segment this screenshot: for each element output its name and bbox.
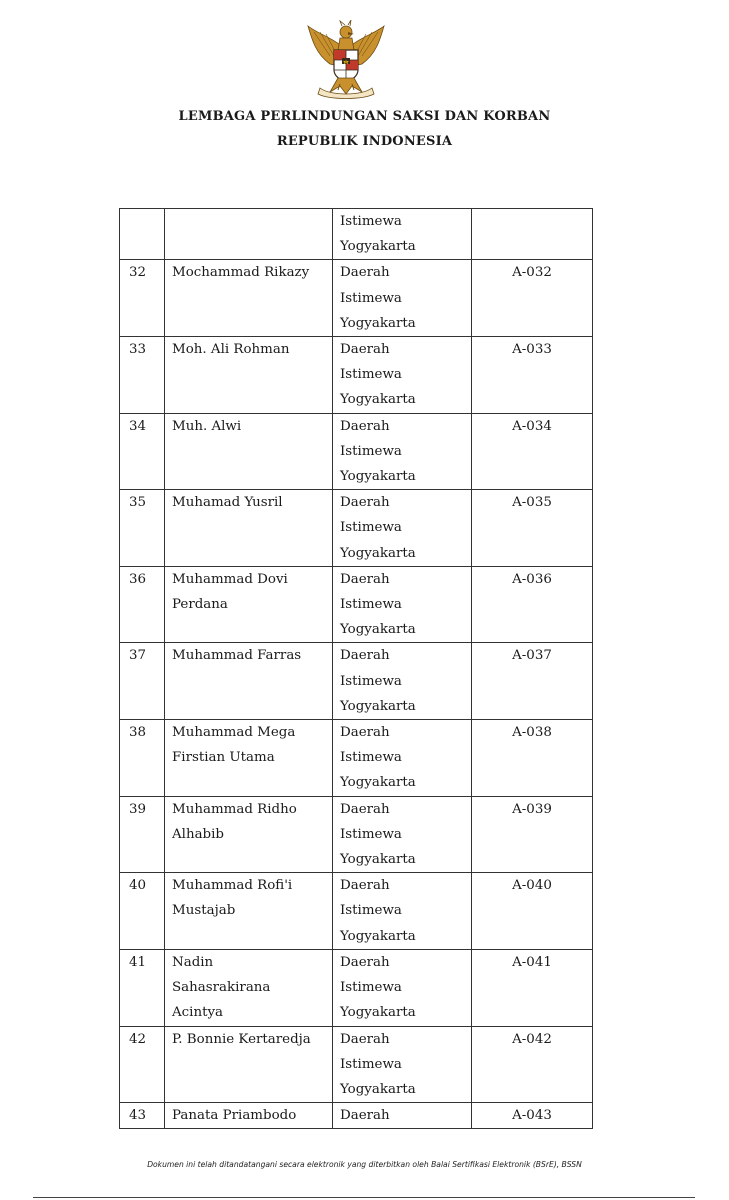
participant-name-line: Muhamad Yusril (172, 495, 283, 511)
participant-name-line: Muhammad Rofi'i (172, 878, 293, 894)
table-row (120, 490, 593, 567)
participant-region-line: Istimewa (340, 980, 402, 996)
participant-name-line: Mustajab (172, 903, 236, 919)
participant-region-line: Daerah (340, 801, 390, 817)
participant-region-line: Yogyakarta (340, 622, 416, 638)
e-signature-note: Dokumen ini telah ditandatangani secara elektronik yang diterbitkan oleh Balai Sertifikasi Elektronik (BSrE), BSSN (147, 1160, 582, 1169)
participant-region-line: Yogyakarta (340, 775, 416, 791)
participant-name (165, 209, 333, 260)
participant-region (333, 209, 472, 260)
participant-name (165, 413, 333, 490)
table-row (120, 643, 593, 720)
table-row (120, 949, 593, 1026)
participant-region-line: Daerah (340, 495, 390, 511)
row-number (120, 209, 165, 260)
participant-name (165, 720, 333, 797)
participant-region-line: Istimewa (340, 520, 402, 536)
participant-region (333, 873, 472, 950)
row-number: 42 (120, 1026, 165, 1103)
row-number: 33 (120, 337, 165, 414)
row-number: 32 (120, 260, 165, 337)
table-row (120, 260, 593, 337)
participant-name (165, 490, 333, 567)
table-row (120, 1026, 593, 1103)
institution-name: LEMBAGA PERLINDUNGAN SAKSI DAN KORBAN (178, 109, 551, 124)
participant-name-line: Panata Priambodo (172, 1108, 297, 1124)
table-row (120, 873, 593, 950)
participant-name-line: Muhammad Mega (172, 725, 296, 741)
table-row (120, 1103, 593, 1129)
participant-region-line: Yogyakarta (340, 1081, 416, 1097)
participant-region-line: Daerah (340, 1108, 390, 1124)
participant-region (333, 490, 472, 567)
participant-name-line: Muhammad Farras (172, 648, 302, 664)
participant-region-line: Istimewa (340, 1056, 402, 1072)
participant-region-line: Daerah (340, 342, 390, 358)
country-name: REPUBLIK INDONESIA (276, 134, 453, 149)
row-number: 41 (120, 949, 165, 1026)
participant-name (165, 1026, 333, 1103)
participant-region-line: Istimewa (340, 673, 402, 689)
participant-code: A-034 (472, 413, 593, 490)
table-row (120, 209, 593, 260)
participant-region-line: Daerah (340, 648, 390, 664)
participant-region-line: Istimewa (340, 367, 402, 383)
participant-name-line: Muh. Alwi (172, 418, 242, 434)
participant-name (165, 873, 333, 950)
participant-region (333, 949, 472, 1026)
participant-region (333, 337, 472, 414)
participant-code: A-033 (472, 337, 593, 414)
participant-region (333, 796, 472, 873)
participant-code: A-037 (472, 643, 593, 720)
participant-region (333, 643, 472, 720)
participant-region (333, 260, 472, 337)
participant-code: A-032 (472, 260, 593, 337)
participant-code: A-036 (472, 566, 593, 643)
participant-region-line: Istimewa (340, 597, 402, 613)
participant-name (165, 949, 333, 1026)
participant-region-line: Istimewa (340, 214, 402, 229)
participant-region (333, 1103, 472, 1129)
row-number: 38 (120, 720, 165, 797)
table-row (120, 413, 593, 490)
participant-region-line: Daerah (340, 725, 390, 741)
participant-name-line: Alhabib (172, 826, 224, 842)
participant-name-line: Nadin (172, 954, 214, 970)
participant-name (165, 1103, 333, 1129)
participant-code: A-035 (472, 490, 593, 567)
participant-code (472, 209, 593, 260)
participant-name-line: Perdana (172, 597, 228, 613)
participant-name-line: Acintya (172, 1005, 224, 1021)
participant-code: A-042 (472, 1026, 593, 1103)
participant-region-line: Istimewa (340, 750, 402, 766)
participant-region-line: Daerah (340, 954, 390, 970)
participant-region-line: Yogyakarta (340, 469, 416, 485)
row-number: 43 (120, 1103, 165, 1129)
participant-region-line: Istimewa (340, 826, 402, 842)
participant-name (165, 643, 333, 720)
row-number: 39 (120, 796, 165, 873)
participant-name-line: Moh. Ali Rohman (172, 342, 290, 358)
row-number: 36 (120, 566, 165, 643)
footer-divider (33, 1197, 695, 1198)
participant-region-line: Daerah (340, 571, 390, 587)
participant-table-body (120, 209, 593, 1129)
participant-region-line: Istimewa (340, 290, 402, 306)
participant-region-line: Yogyakarta (340, 545, 416, 561)
participant-region-line: Yogyakarta (340, 928, 416, 944)
row-number: 40 (120, 873, 165, 950)
participant-name (165, 337, 333, 414)
participant-region-line: Yogyakarta (340, 239, 416, 255)
participant-code: A-038 (472, 720, 593, 797)
participant-code: A-039 (472, 796, 593, 873)
row-number: 34 (120, 413, 165, 490)
participant-code: A-040 (472, 873, 593, 950)
participant-region-line: Yogyakarta (340, 698, 416, 714)
table-row (120, 566, 593, 643)
participant-code: A-041 (472, 949, 593, 1026)
participant-name-line: P. Bonnie Kertaredja (172, 1031, 311, 1047)
participant-region (333, 720, 472, 797)
table-row (120, 337, 593, 414)
participant-name-line: Sahasrakirana (172, 980, 271, 996)
row-number: 37 (120, 643, 165, 720)
participant-name-line: Muhammad Dovi (172, 571, 288, 587)
participant-region (333, 566, 472, 643)
participant-name-line: Mochammad Rikazy (172, 265, 310, 281)
garuda-pancasila-emblem-icon (304, 20, 388, 100)
participant-name (165, 566, 333, 643)
participant-name-line: Muhammad Ridho (172, 801, 297, 817)
participant-region-line: Daerah (340, 1031, 390, 1047)
participant-region-line: Yogyakarta (340, 315, 416, 331)
participant-region-line: Daerah (340, 265, 390, 281)
participant-table (119, 208, 593, 1129)
participant-region-line: Istimewa (340, 443, 402, 459)
participant-region (333, 413, 472, 490)
participant-region-line: Yogyakarta (340, 392, 416, 408)
participant-region-line: Yogyakarta (340, 1005, 416, 1021)
participant-region-line: Istimewa (340, 903, 402, 919)
participant-region-line: Daerah (340, 878, 390, 894)
participant-code: A-043 (472, 1103, 593, 1129)
participant-name-line: Firstian Utama (172, 750, 275, 766)
participant-region-line: Yogyakarta (340, 852, 416, 868)
participant-region-line: Daerah (340, 418, 390, 434)
table-row (120, 796, 593, 873)
participant-name (165, 796, 333, 873)
participant-region (333, 1026, 472, 1103)
table-row (120, 720, 593, 797)
row-number: 35 (120, 490, 165, 567)
participant-name (165, 260, 333, 337)
